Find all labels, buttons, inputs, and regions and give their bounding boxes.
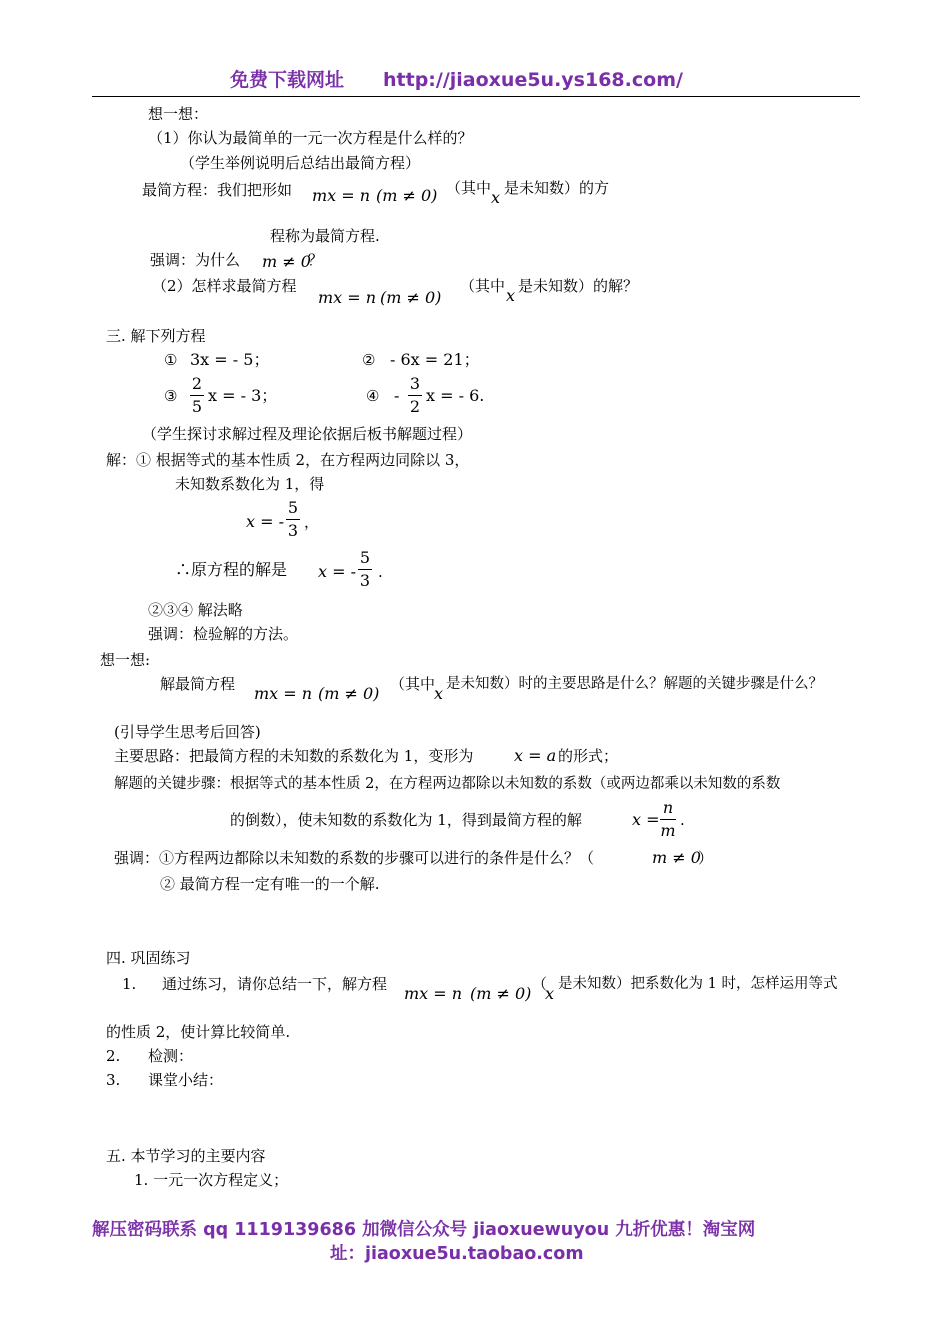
fraction-bar xyxy=(660,819,676,820)
sec3-note: （学生探讨求解过程及理论依据后板书解题过程） xyxy=(142,425,473,443)
fraction-bar xyxy=(408,395,422,396)
sec4-item2-text: 检测： xyxy=(148,1047,194,1065)
def-mid2: 是未知数）的方 xyxy=(504,179,610,197)
think2-q-lead: 解最简方程 xyxy=(160,675,236,693)
sec4-item1-eq: mx = n xyxy=(404,984,463,1003)
problem3-fraction xyxy=(190,374,204,417)
conclusion-den: 3 xyxy=(359,571,371,590)
solution-eq-fraction xyxy=(286,498,300,541)
fraction-bar xyxy=(190,395,204,396)
def-cond: (m ≠ 0) xyxy=(376,186,438,205)
think2-note: (引导学生思考后回答) xyxy=(114,723,261,741)
def-mid1: （其中 xyxy=(446,179,492,197)
sec4-item1-mid1: （ xyxy=(532,975,548,993)
think2-q-cond: (m ≠ 0) xyxy=(318,684,380,703)
sec4-item1-mid2: 是未知数）把系数化为 1 时，怎样运用等式 xyxy=(558,976,838,992)
sec5-item1: 1. 一元一次方程定义； xyxy=(134,1171,289,1189)
conclusion-tail: . xyxy=(378,563,383,581)
problem4-num: 3 xyxy=(409,374,421,393)
problem2-eq: - 6x = 21； xyxy=(390,350,480,369)
solution-line1: 解：① 根据等式的基本性质 2，在方程两边同除以 3， xyxy=(106,451,470,469)
def-tail: 程称为最简方程. xyxy=(270,227,380,245)
think2-title: 想一想: xyxy=(100,651,151,669)
key-tail: . xyxy=(680,811,685,829)
problem4-fraction xyxy=(408,374,422,417)
sec4-item1-tail: 的性质 2，使计算比较简单. xyxy=(106,1023,291,1041)
emph2-line1-eq: m ≠ 0 xyxy=(652,848,701,867)
problem1-eq: 3x = - 5； xyxy=(190,350,270,369)
problem1-label: ① xyxy=(164,351,178,369)
emph1-q: ？ xyxy=(308,251,324,269)
sec3-others: ②③④ 解法略 xyxy=(148,601,243,619)
sec4-item3-text: 课堂小结： xyxy=(148,1071,224,1089)
def-x: x xyxy=(491,188,501,207)
think1-q1-note: （学生举例说明后总结出最简方程） xyxy=(180,154,421,172)
sec4-item3-num: 3. xyxy=(106,1071,121,1089)
fraction-bar xyxy=(286,519,300,520)
solution-eq-num: 5 xyxy=(287,498,299,517)
think1-title: 想一想： xyxy=(148,105,209,123)
idea-lead: 主要思路：把最简方程的未知数的系数化为 1，变形为 xyxy=(114,747,474,765)
def-eq: mx = n xyxy=(312,186,371,205)
footer-line2[interactable]: 址：jiaoxue5u.taobao.com xyxy=(330,1244,584,1264)
problem3-label: ③ xyxy=(164,387,178,405)
conclusion-lead: ∴原方程的解是 xyxy=(175,560,288,579)
conclusion-num: 5 xyxy=(359,548,371,567)
emph1-eq: m ≠ 0 xyxy=(262,252,311,271)
key-x: x = xyxy=(632,810,660,829)
think2-q-eq: mx = n xyxy=(254,684,313,703)
conclusion-fraction xyxy=(358,548,372,591)
think2-q-mid2: 是未知数）时的主要思路是什么？解题的关键步骤是什么？ xyxy=(446,676,823,692)
sec4-item1-num: 1. xyxy=(122,975,137,993)
sec3-title: 三. 解下列方程 xyxy=(106,327,206,345)
think2-q-mid1: （其中 xyxy=(390,675,436,693)
sec5-title: 五. 本节学习的主要内容 xyxy=(106,1147,266,1165)
key-den: m xyxy=(660,821,676,840)
sec4-item1-lead: 通过练习，请你总结一下，解方程 xyxy=(162,975,388,993)
sec4-item2-num: 2. xyxy=(106,1047,121,1065)
think1-q2-cond: (m ≠ 0) xyxy=(380,288,442,307)
header-url[interactable]: http://jiaoxue5u.ys168.com/ xyxy=(383,69,683,91)
problem4-den: 2 xyxy=(409,397,421,416)
problem4-rest: x = - 6. xyxy=(426,386,485,405)
header-left: 免费下载网址 xyxy=(230,69,345,91)
solution-eq-den: 3 xyxy=(287,521,299,540)
think1-q1: （1）你认为最简单的一元一次方程是什么样的？ xyxy=(148,129,473,147)
key-line2: 的倒数），使未知数的系数化为 1，得到最简方程的解 xyxy=(230,811,582,829)
header-rule xyxy=(92,96,860,97)
footer-line1: 解压密码联系 qq 1119139686 加微信公众号 jiaoxuewuyou 九折优惠！淘宝网 xyxy=(92,1220,756,1240)
def-lead: 最简方程：我们把形如 xyxy=(142,181,293,199)
idea-eq: x = a xyxy=(514,746,557,765)
problem4-sign: - xyxy=(394,386,400,405)
solution-line2: 未知数系数化为 1，得 xyxy=(175,475,325,493)
sec4-item1-x: x xyxy=(545,984,555,1003)
fraction-bar xyxy=(358,569,372,570)
think1-q2-eq: mx = n xyxy=(318,288,377,307)
emph2-line2: ② 最简方程一定有唯一的一个解. xyxy=(160,875,380,893)
sec4-title: 四. 巩固练习 xyxy=(106,949,191,967)
sec4-item1-cond: (m ≠ 0) xyxy=(470,984,532,1003)
emph1-lead: 强调：为什么 xyxy=(150,251,241,269)
solution-eq-lhs: x = - xyxy=(246,512,285,531)
think1-q2-mid2: 是未知数）的解？ xyxy=(518,277,639,295)
think1-q2-lead: （2）怎样求最简方程 xyxy=(152,277,297,295)
key-line1: 解题的关键步骤：根据等式的基本性质 2，在方程两边都除以未知数的系数（或两边都乘以未知数的系数 xyxy=(114,776,781,792)
emph2-line1-lead: 强调：①方程两边都除以未知数的系数的步骤可以进行的条件是什么？（ xyxy=(114,849,595,867)
solution-eq-tail: ， xyxy=(304,513,320,531)
problem2-label: ② xyxy=(362,351,376,369)
problem3-rest: x = - 3； xyxy=(208,386,278,405)
think1-q2-mid1: （其中 xyxy=(460,277,506,295)
key-fraction xyxy=(660,798,676,841)
emph2-line1-tail: ） xyxy=(698,849,714,867)
idea-tail: 的形式； xyxy=(558,747,619,765)
key-num: n xyxy=(662,798,674,817)
think2-q-x: x xyxy=(434,684,444,703)
think1-q2-x: x xyxy=(506,286,516,305)
problem3-num: 2 xyxy=(191,374,203,393)
problem3-den: 5 xyxy=(191,397,203,416)
sec3-emph: 强调：检验解的方法。 xyxy=(148,625,299,643)
problem4-label: ④ xyxy=(366,387,380,405)
conclusion-lhs: x = - xyxy=(318,562,357,581)
